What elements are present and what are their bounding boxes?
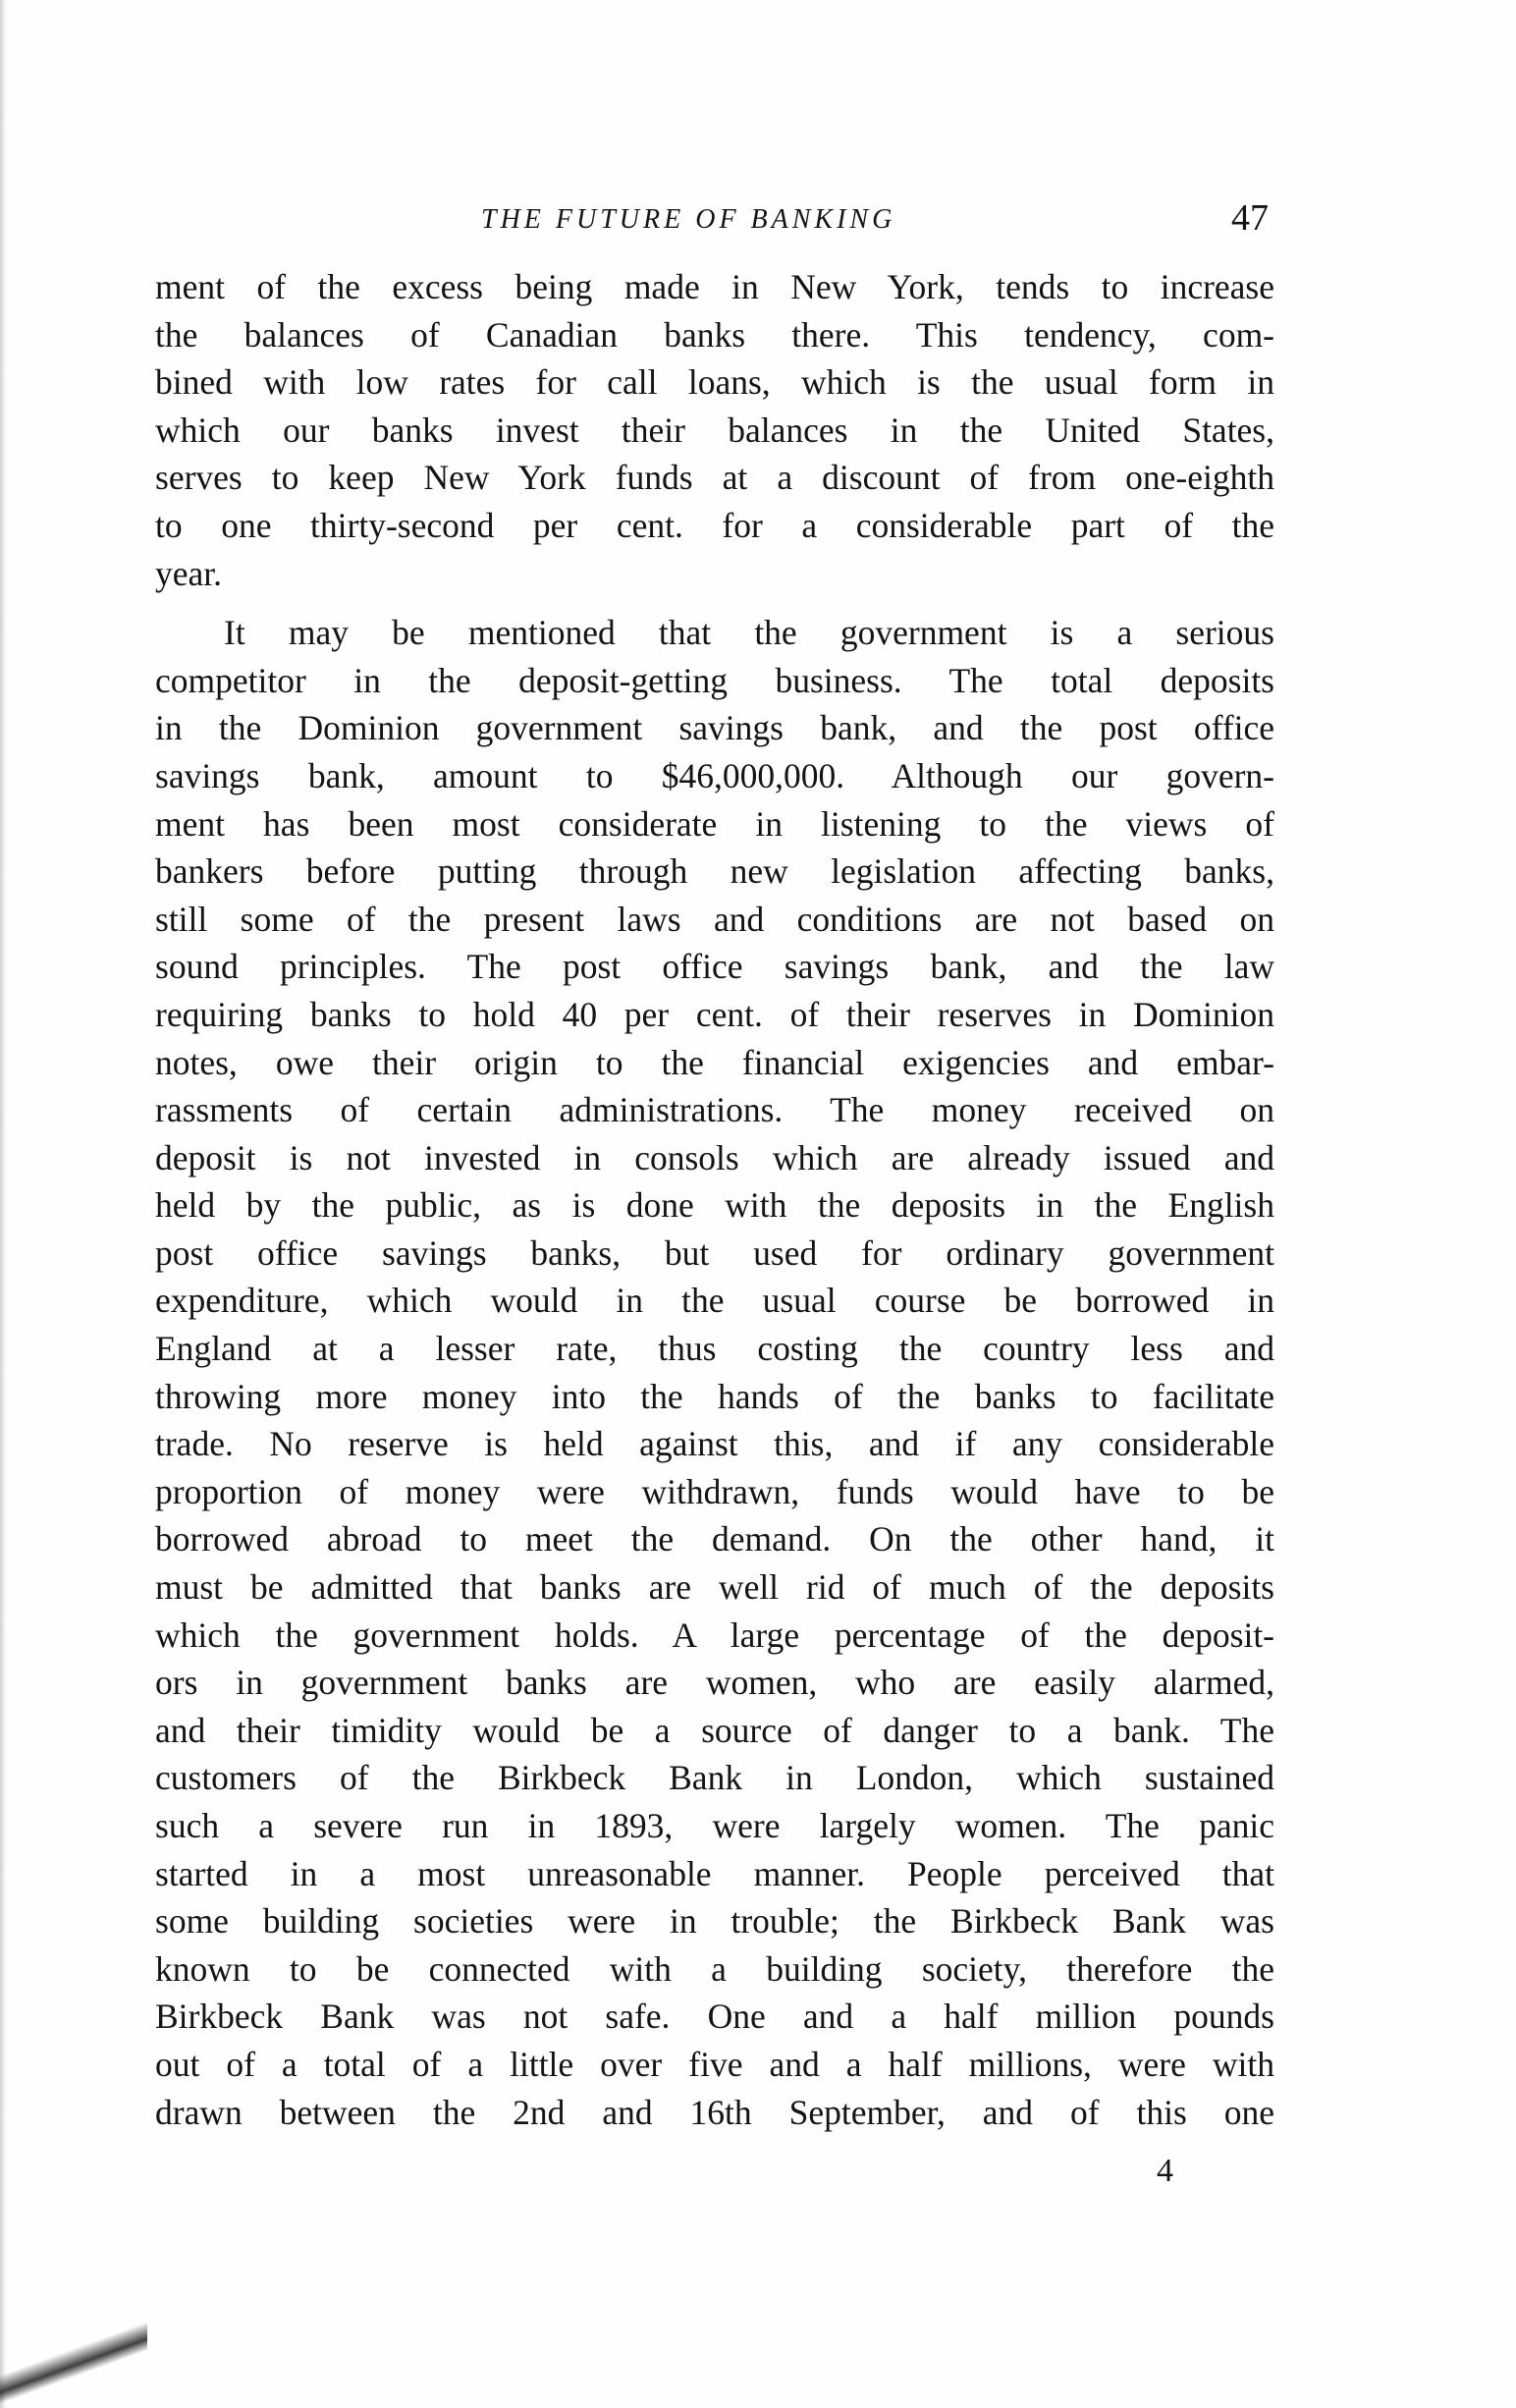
page-edge-shadow	[0, 0, 6, 2408]
text-line: proportion of money were withdrawn, funds would have to be	[155, 1471, 1274, 1511]
text-line: notes, owe their origin to the financial exigencies and embar-	[155, 1042, 1274, 1082]
text-line: out of a total of a little over five and a half millions, were with	[155, 2044, 1274, 2084]
text-line: competitor in the deposit-getting business. The total deposits	[155, 660, 1274, 700]
text-line: ment of the excess being made in New York, tends to increase	[155, 267, 1274, 306]
text-line: Birkbeck Bank was not safe. One and a half million pounds	[155, 1997, 1274, 2037]
text-line: the balances of Canadian banks there. This tendency, com-	[155, 314, 1274, 355]
text-line: customers of the Birkbeck Bank in London, which sustained	[155, 1758, 1274, 1798]
text-line: which the government holds. A large percentage of the deposit-	[155, 1614, 1274, 1655]
text-line: serves to keep New York funds at a discount of from one-eighth	[155, 458, 1274, 498]
text-line: borrowed abroad to meet the demand. On the other hand, it	[155, 1519, 1274, 1560]
text-line: It may be mentioned that the government is a serious	[224, 613, 1274, 653]
text-line: held by the public, as is done with the deposits in the English	[155, 1185, 1274, 1226]
text-line: deposit is not invested in consols which are already issued and	[155, 1137, 1274, 1177]
text-line: bankers before putting through new legislation affecting banks,	[155, 851, 1274, 892]
running-head: THE FUTURE OF BANKING	[481, 204, 896, 235]
text-line: drawn between the 2nd and 16th September, and of this one	[155, 2092, 1274, 2132]
text-line: and their timidity would be a source of danger to a bank. The	[155, 1710, 1274, 1750]
text-line: some building societies were in trouble; the Birkbeck Bank was	[155, 1901, 1274, 1942]
text-line: ors in government banks are women, who are easily alarmed,	[155, 1663, 1274, 1703]
text-line: still some of the present laws and conditions are not based on	[155, 899, 1274, 939]
text-line: ment has been most considerate in listening to the views of	[155, 803, 1274, 844]
text-line: throwing more money into the hands of the banks to facilitate	[155, 1376, 1274, 1416]
text-line: bined with low rates for call loans, which is the usual form in	[155, 362, 1274, 403]
text-line: in the Dominion government savings bank, and the post office	[155, 708, 1274, 748]
text-line: England at a lesser rate, thus costing the country less and	[155, 1329, 1274, 1369]
text-line: year.	[155, 553, 223, 593]
body-text	[155, 263, 1274, 2136]
paragraph	[155, 263, 1274, 597]
text-line: post office savings banks, but used for ordinary government	[155, 1232, 1274, 1273]
text-line: sound principles. The post office savings bank, and the law	[155, 947, 1274, 987]
text-line: rassments of certain administrations. The money received on	[155, 1090, 1274, 1130]
paragraph	[155, 609, 1274, 2136]
text-line: started in a most unreasonable manner. People perceived that	[155, 1853, 1274, 1893]
page-header	[157, 196, 1276, 255]
text-line: requiring banks to hold 40 per cent. of their reserves in Dominion	[155, 994, 1274, 1034]
text-line: expenditure, which would in the usual course be borrowed in	[155, 1281, 1274, 1321]
text-line: to one thirty-second per cent. for a considerable part of the	[155, 505, 1274, 545]
signature-mark: 4	[1157, 2153, 1173, 2189]
text-line: known to be connected with a building society, therefore the	[155, 1948, 1274, 1989]
text-line: savings bank, amount to $46,000,000. Although our govern-	[155, 755, 1274, 795]
text-line: which our banks invest their balances in the United States,	[155, 410, 1274, 450]
page-number: 47	[1231, 197, 1269, 239]
text-line: trade. No reserve is held against this, and if any considerable	[155, 1424, 1274, 1464]
text-line: such a severe run in 1893, were largely women. The panic	[155, 1806, 1274, 1845]
binding-shadow	[0, 2318, 147, 2408]
text-line: must be admitted that banks are well rid of much of the deposits	[155, 1567, 1274, 1608]
